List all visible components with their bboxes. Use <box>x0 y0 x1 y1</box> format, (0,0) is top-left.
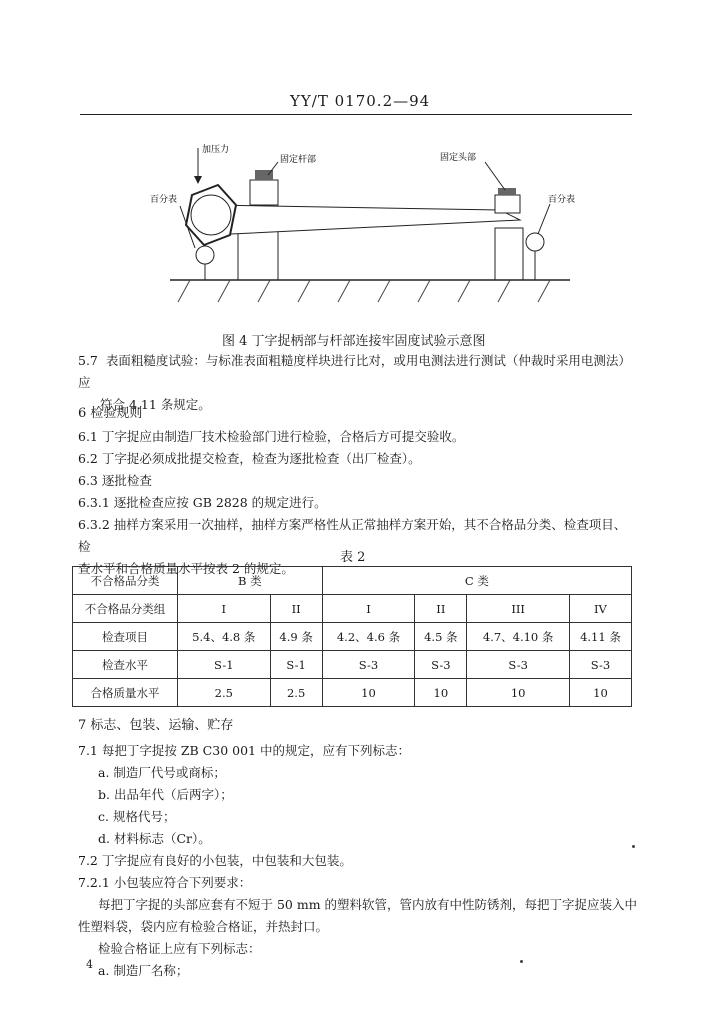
table-cell: I <box>178 595 271 623</box>
table-cell: 10 <box>322 679 415 707</box>
table-cell: 2.5 <box>178 679 271 707</box>
table-row <box>73 651 632 679</box>
table-row <box>73 567 632 595</box>
scan-speck <box>632 845 635 848</box>
table-row <box>73 679 632 707</box>
label-dial-right: 百分表 <box>548 195 576 205</box>
list-item: a. 制造厂名称； <box>98 963 189 978</box>
row-label-level: 检查水平 <box>73 651 178 679</box>
table-cell: 2.5 <box>270 679 322 707</box>
row-label-items: 检查项目 <box>73 623 178 651</box>
scan-speck <box>520 960 523 963</box>
section-7-title: 7 标志、包装、运输、贮存 <box>78 718 234 733</box>
row-label-aql: 合格质量水平 <box>73 679 178 707</box>
para-5-7-num: 5.7 <box>78 353 98 368</box>
row-label-group: 不合格品分类组 <box>73 595 178 623</box>
table-cell: II <box>270 595 322 623</box>
table-cell: IV <box>569 595 631 623</box>
list-item: d. 材料标志（Cr）。 <box>98 831 211 846</box>
label-dial-left: 百分表 <box>150 195 178 205</box>
label-force: 加压力 <box>202 145 230 155</box>
table-cell: S-3 <box>569 651 631 679</box>
dial-gauge-left <box>196 246 214 264</box>
standard-number: YY/T 0170.2—94 <box>290 92 431 110</box>
clause-7-2-1-cont: 性塑料袋，袋内应有检验合格证，并热封口。 <box>78 919 329 934</box>
table-cell: 4.7、4.10 条 <box>467 623 569 651</box>
table-2 <box>72 566 632 707</box>
section-7-body <box>78 740 637 982</box>
table-cell: I <box>322 595 415 623</box>
table-cell: 4.9 条 <box>270 623 322 651</box>
page-number: 4 <box>86 958 93 971</box>
list-item: c. 规格代号； <box>98 809 176 824</box>
table-row <box>73 595 632 623</box>
handle-hex <box>186 185 236 245</box>
section-6-title: 6 检验规则 <box>78 406 143 421</box>
clause-7-2-1: 7.2.1 小包装应符合下列要求： <box>78 875 252 890</box>
clause-6-1: 6.1 丁字捉应由制造厂技术检验部门进行检验，合格后方可提交验收。 <box>78 429 465 444</box>
table-cell: 4.2、4.6 条 <box>322 623 415 651</box>
row-label-class: 不合格品分类 <box>73 567 178 595</box>
table-cell: 4.11 条 <box>569 623 631 651</box>
class-c-header: C 类 <box>322 567 631 595</box>
para-5-7-line1: 表面粗糙度试验：与标准表面粗糙度样块进行比对，或用电测法进行测试（仲裁时采用电测法）应 <box>78 353 631 390</box>
clause-7-2: 7.2 丁字捉应有良好的小包装，中包装和大包装。 <box>78 853 352 868</box>
para-5-7 <box>78 350 638 416</box>
table-cell: S-3 <box>415 651 467 679</box>
clause-6-3-1: 6.3.1 逐批检查应按 GB 2828 的规定进行。 <box>78 495 327 510</box>
figure-caption: 图 4 丁字捉柄部与杆部连接牢固度试验示意图 <box>222 334 486 349</box>
clause-7-1: 7.1 每把丁字捉按 ZB C30 001 中的规定，应有下列标志： <box>78 743 410 758</box>
table-cell: S-3 <box>467 651 569 679</box>
list-item: b. 出品年代（后两字）； <box>98 787 233 802</box>
table-cell: S-1 <box>270 651 322 679</box>
para-5-7-line2: 符合 4.11 条规定。 <box>100 397 211 412</box>
header-rule <box>80 114 632 115</box>
table-cell: 5.4、4.8 条 <box>178 623 271 651</box>
table-cell: II <box>415 595 467 623</box>
table-cell: 10 <box>415 679 467 707</box>
certificate-intro: 检验合格证上应有下列标志： <box>98 941 261 956</box>
clause-6-3-2: 6.3.2 抽样方案采用一次抽样，抽样方案严格性从正常抽样方案开始，其不合格品分类、检查项目、检 <box>78 517 627 554</box>
clause-6-3: 6.3 逐批检查 <box>78 473 152 488</box>
class-b-header: B 类 <box>178 567 323 595</box>
label-fixed-rod: 固定杆部 <box>280 155 317 165</box>
dial-gauge-right <box>526 233 544 251</box>
table-2-title: 表 2 <box>340 550 366 565</box>
table-cell: 10 <box>467 679 569 707</box>
clause-7-2-1-text: 每把丁字捉的头部应套有不短于 50 mm 的塑料软管，管内放有中性防锈剂，每把丁字捉应装入中 <box>98 897 638 912</box>
table-cell: 10 <box>569 679 631 707</box>
table-cell: S-3 <box>322 651 415 679</box>
clause-6-2: 6.2 丁字捉必须成批提交检查，检查为逐批检查（出厂检查）。 <box>78 451 421 466</box>
table-cell: 4.5 条 <box>415 623 467 651</box>
label-fixed-head: 固定头部 <box>440 153 477 163</box>
table-row <box>73 623 632 651</box>
table-cell: S-1 <box>178 651 271 679</box>
list-item: a. 制造厂代号或商标； <box>98 765 226 780</box>
table-cell: III <box>467 595 569 623</box>
test-diagram <box>150 140 580 310</box>
clause-6-3-2-cont: 查水平和合格质量水平按表 2 的规定。 <box>78 561 294 576</box>
